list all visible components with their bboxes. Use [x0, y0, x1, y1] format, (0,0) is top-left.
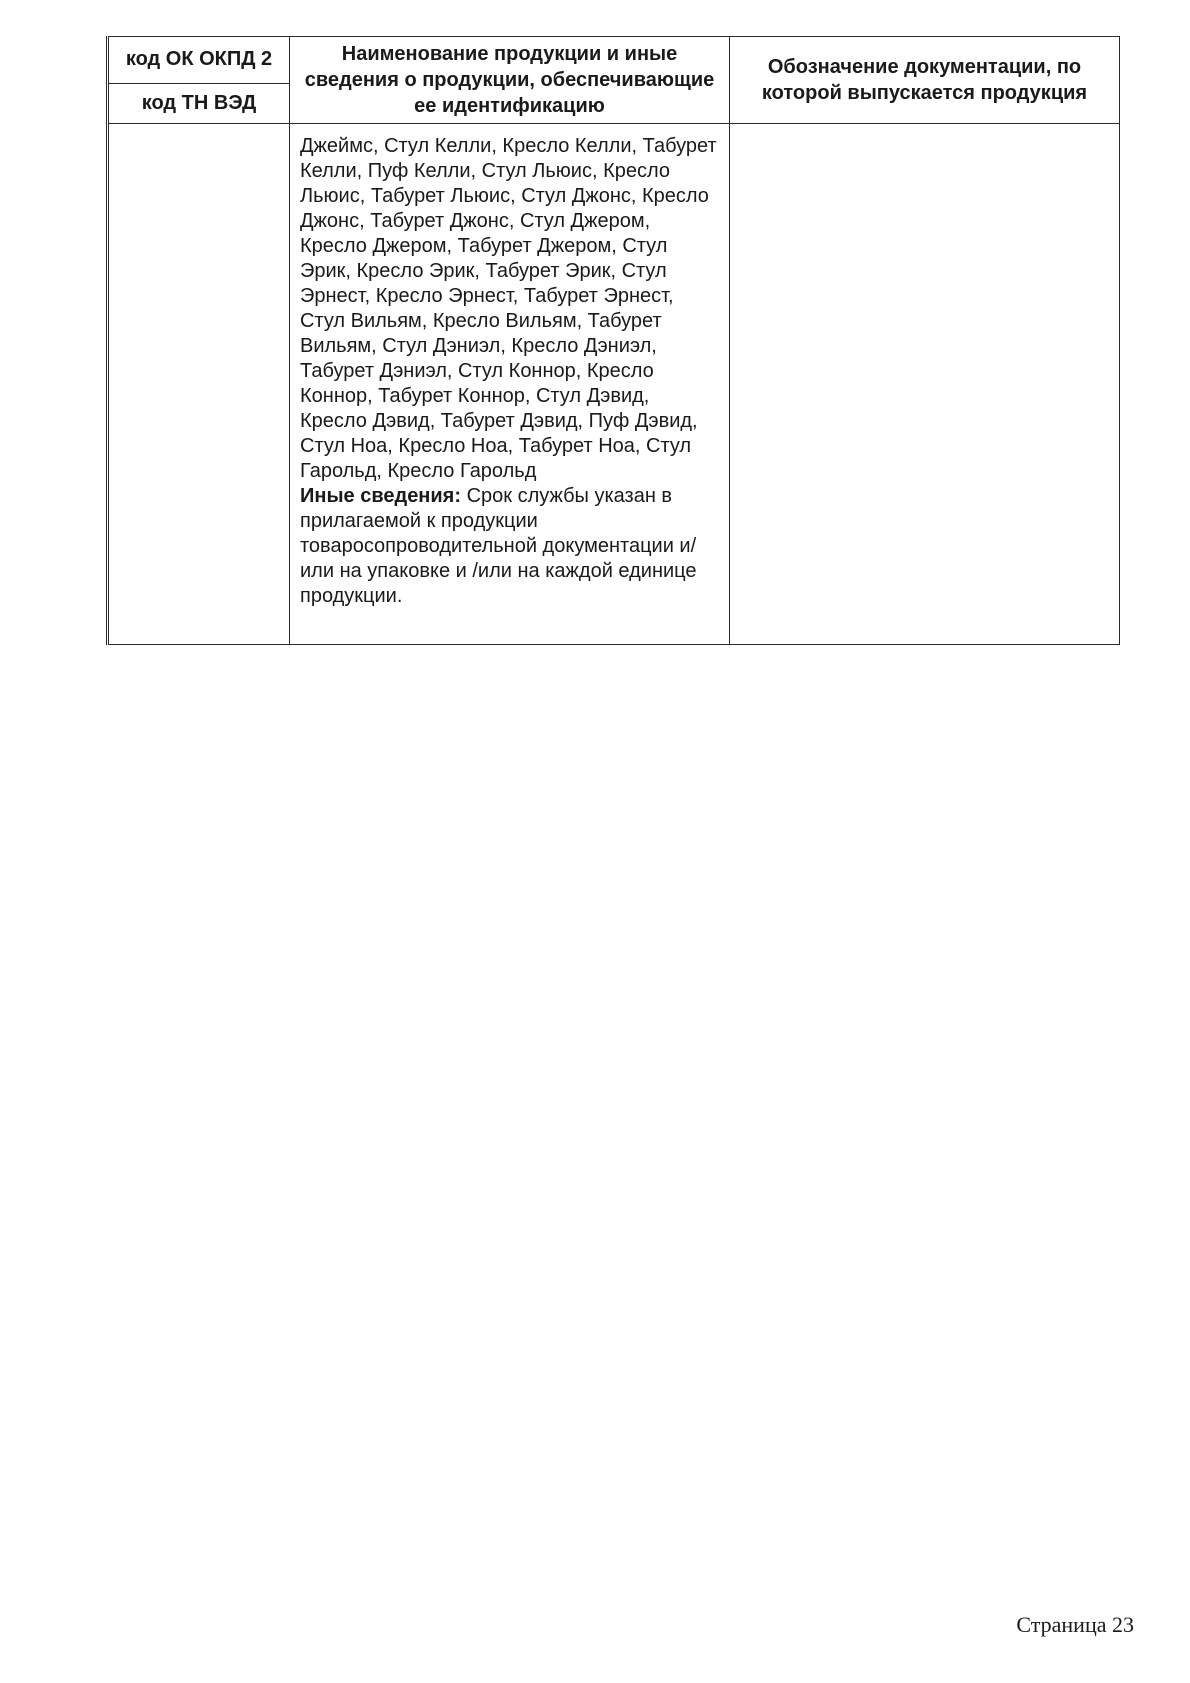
header-code-tnved: код ТН ВЭД	[108, 83, 290, 123]
other-info-label: Иные сведения:	[300, 485, 462, 507]
header-product-name: Наименование продукции и иные сведения о продукции, обеспечивающие ее идентификацию	[290, 37, 730, 124]
product-table	[106, 36, 1120, 645]
table-row	[108, 124, 1120, 645]
cell-product-name	[290, 124, 730, 645]
header-row	[108, 37, 1120, 84]
other-info-text: Срок службы указан в прилагаемой к продукции товаросопроводительной документации и/или на упаковке и /или на каждой единице продукции.	[300, 485, 697, 607]
products-list: Джеймс, Стул Келли, Кресло Келли, Табурет Келли, Пуф Келли, Стул Льюис, Кресло Льюис, Табурет Льюис, Стул Джонс, Кресло Джонс, Табурет Джонс, Стул Джером, Кресло Джером, Табурет Джером, Стул Эрик, Кресло Эрик, Табурет Эрик, Стул Эрнест, Кресло Эрнест, Табурет Эрнест, Стул Вильям, Кресло Вильям, Табурет Вильям, Стул Дэниэл, Кресло Дэниэл, Табурет Дэниэл, Стул Коннор, Кресло Коннор, Табурет Коннор, Стул Дэвид, Кресло Дэвид, Табурет Дэвид, Пуф Дэвид, Стул Ноа, Кресло Ноа, Табурет Ноа, Стул Гарольд, Кресло Гарольд	[300, 135, 717, 482]
page-number: Страница 23	[1016, 1612, 1134, 1637]
header-documentation: Обозначение документации, по которой выпускается продукция	[730, 37, 1120, 124]
cell-documentation	[730, 124, 1120, 645]
cell-code	[108, 124, 290, 645]
header-code-okpd: код ОК ОКПД 2	[108, 37, 290, 84]
